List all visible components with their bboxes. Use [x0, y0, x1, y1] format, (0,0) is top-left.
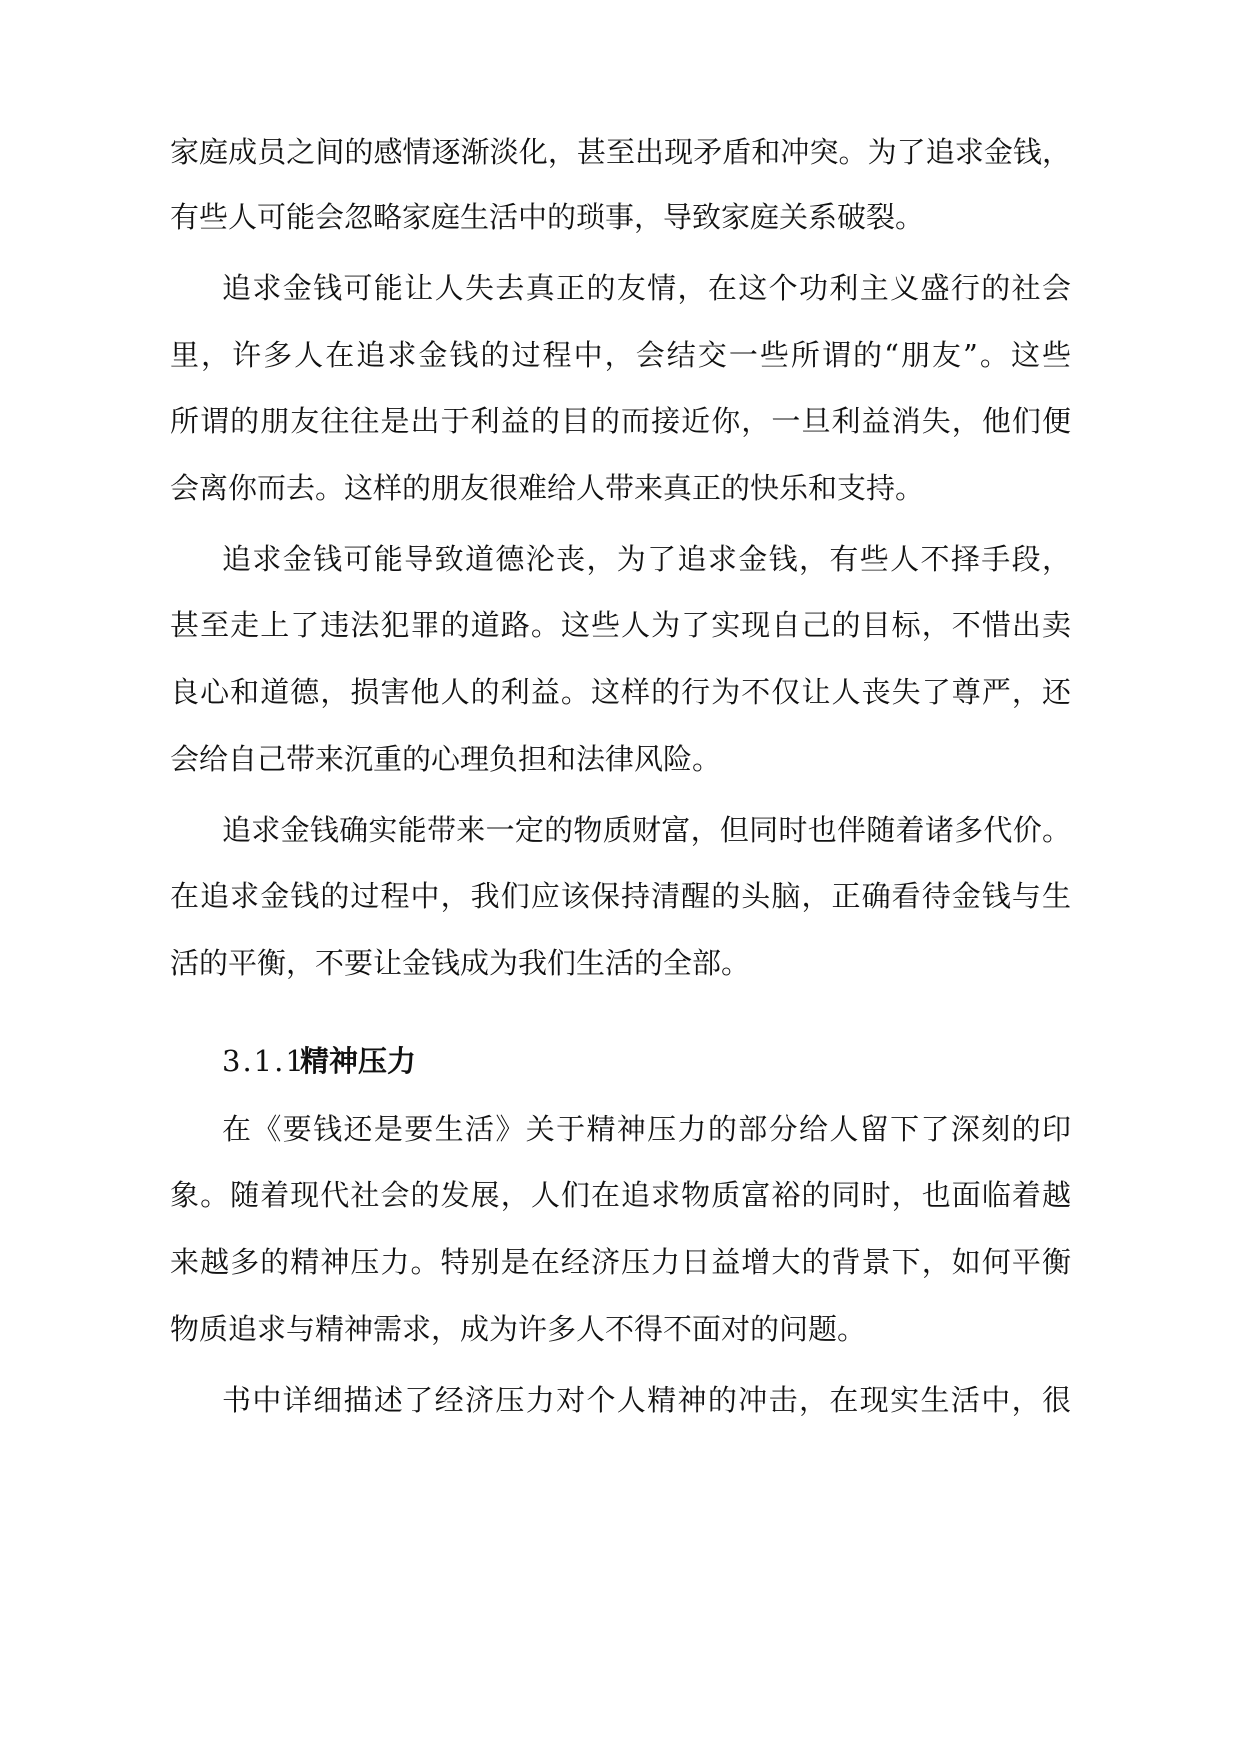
text-line: 会给自己带来沉重的心理负担和法律风险。 — [170, 742, 722, 776]
text-line: 良心和道德，损害他人的利益。这样的行为不仅让人丧失了尊严，还 — [170, 675, 1073, 709]
text-line: 书中详细描述了经济压力对个人精神的冲击，在现实生活中，很 — [222, 1383, 1073, 1417]
section-paragraph-1-line-1 — [0, 1101, 1241, 1157]
text-line: 家庭成员之间的感情逐渐淡化，甚至出现矛盾和冲突。为了追求金钱， — [170, 135, 1072, 169]
paragraph-3-line-4 — [0, 731, 1241, 787]
paragraph-3-line-2 — [0, 597, 1241, 653]
paragraph-2-line-4 — [0, 460, 1241, 516]
section-paragraph-1-line-4 — [0, 1301, 1241, 1357]
section-paragraph-2-line-1 — [0, 1372, 1241, 1428]
text-line: 在《要钱还是要生活》关于精神压力的部分给人留下了深刻的印 — [222, 1112, 1073, 1146]
text-line: 有些人可能会忽略家庭生活中的琐事，导致家庭关系破裂。 — [170, 200, 925, 234]
section-paragraph-1-line-2 — [0, 1167, 1241, 1223]
paragraph-1-line-2 — [0, 189, 1241, 245]
paragraph-4-line-2 — [0, 868, 1241, 924]
text-line: 会离你而去。这样的朋友很难给人带来真正的快乐和支持。 — [170, 471, 925, 505]
paragraph-4-line-3 — [0, 935, 1241, 991]
paragraph-1-line-1 — [0, 124, 1241, 180]
paragraph-3-line-3 — [0, 664, 1241, 720]
text-line: 在追求金钱的过程中，我们应该保持清醒的头脑，正确看待金钱与生 — [170, 879, 1073, 913]
section-number: 3.1.1 — [222, 1044, 306, 1078]
text-line: 追求金钱确实能带来一定的物质财富，但同时也伴随着诸多代价。 — [222, 813, 1072, 847]
paragraph-2-line-3 — [0, 393, 1241, 449]
section-heading — [0, 1033, 1241, 1089]
text-line: 来越多的精神压力。特别是在经济压力日益增大的背景下，如何平衡 — [170, 1245, 1073, 1279]
text-line: 追求金钱可能让人失去真正的友情，在这个功利主义盛行的社会 — [222, 271, 1073, 305]
paragraph-4-line-1 — [0, 802, 1241, 858]
paragraph-3-line-1 — [0, 531, 1241, 587]
text-line: 象。随着现代社会的发展，人们在追求物质富裕的同时，也面临着越 — [170, 1178, 1073, 1212]
paragraph-2-line-2 — [0, 327, 1241, 383]
text-line: 追求金钱可能导致道德沦丧，为了追求金钱，有些人不择手段， — [222, 542, 1073, 576]
text-line: 活的平衡，不要让金钱成为我们生活的全部。 — [170, 946, 751, 980]
section-paragraph-1-line-3 — [0, 1234, 1241, 1290]
text-line: 所谓的朋友往往是出于利益的目的而接近你，一旦利益消失，他们便 — [170, 404, 1073, 438]
text-line: 物质追求与精神需求，成为许多人不得不面对的问题。 — [170, 1312, 867, 1346]
text-line: 里，许多人在追求金钱的过程中，会结交一些所谓的“朋友”。这些 — [170, 338, 1074, 372]
text-line: 甚至走上了违法犯罪的道路。这些人为了实现自己的目标，不惜出卖 — [170, 608, 1073, 642]
paragraph-2-line-1 — [0, 260, 1241, 316]
section-title: 精神压力 — [300, 1044, 417, 1078]
